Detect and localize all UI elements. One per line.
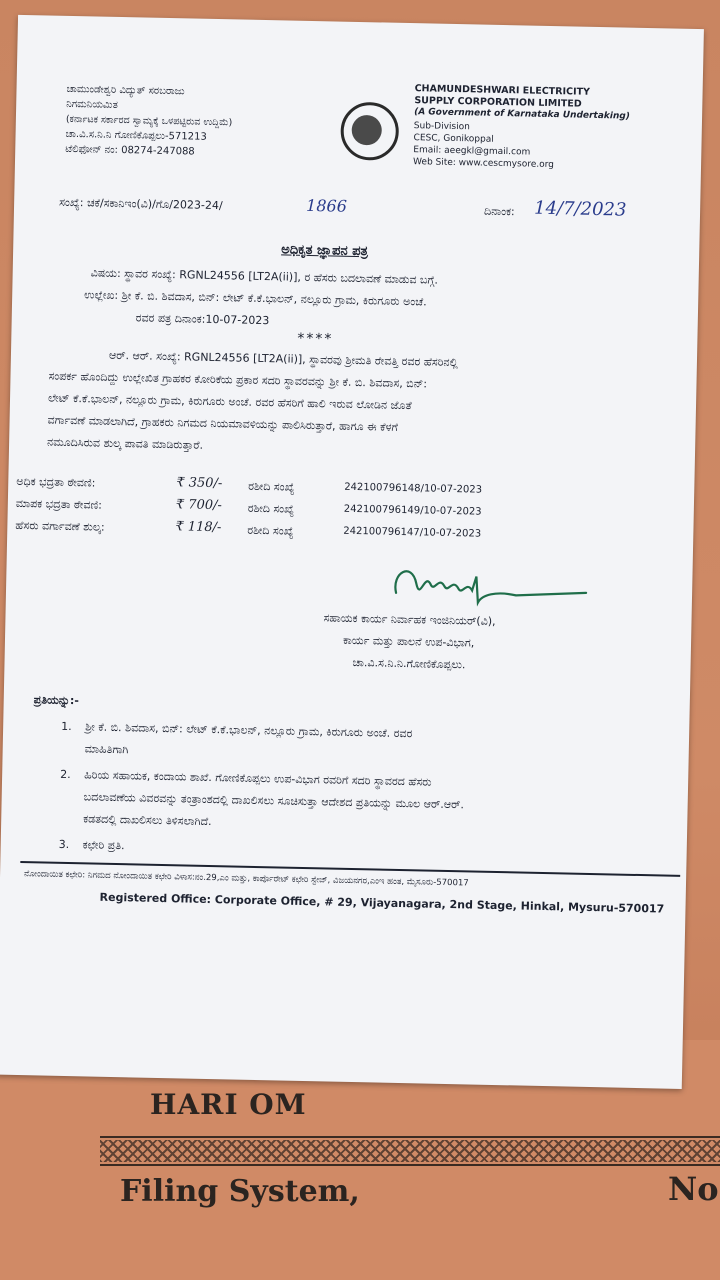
header-en-line: CHAMUNDESHWARI ELECTRICITY: [414, 83, 591, 98]
section-separator: ****: [297, 330, 334, 348]
cesc-logo: [340, 102, 399, 161]
receipt-number: 242100796149/10-07-2023: [343, 503, 482, 518]
copy-line: ಮಾಹಿತಿಗಾಗಿ: [84, 742, 129, 757]
header-kn-line: ನಿಗಮನಿಯಮಿತ: [66, 98, 118, 111]
copy-number: 1.: [61, 719, 72, 734]
copy-line: ಬದಲಾವಣೆಯ ವಿವರವನ್ನು ತಂತ್ರಾಂಶದಲ್ಲಿ ದಾಖಲಿಸಲು ಸೂಚಿಸುತ್ತಾ ಆದೇಶದ ಪ್ರತಿಯನ್ನು ಮೂಲ ಆರ್.ಆರ್.: [83, 790, 465, 812]
body-line: ನಮೂದಿಸಿರುವ ಶುಲ್ಕ ಪಾವತಿ ಮಾಡಿರುತ್ತಾರೆ.: [46, 435, 204, 452]
header-kn-line: (ಕರ್ನಾಟಕ ಸರ್ಕಾರದ ಸ್ವಾಮ್ಯಕ್ಕೆ ಒಳಪಟ್ಟಿರುವ ಉದ್ದಿಮೆ): [65, 113, 233, 129]
reference-number-handwritten: 1866: [305, 195, 348, 216]
body-line: ಆರ್. ಆರ್. ಸಂಖ್ಯೆ: RGNL24556 [LT2A(ii)], ಸ್ಥಾವರವು ಶ್ರೀಮತಿ ರೇವತ್ತಿ ರವರ ಹೆಸರಿನಲ್ಲಿ: [108, 348, 459, 370]
body-line: ವರ್ಗಾವಣೆ ಮಾಡಲಾಗಿದೆ, ಗ್ರಾಹಕರು ನಿಗಮದ ನಿಯಮಾವಳಿಯನ್ನು ಪಾಲಿಸಿರುತ್ತಾರೆ, ಹಾಗೂ ಈ ಕೆಳಗೆ: [47, 413, 399, 434]
header-kn-line: ಟೆಲಿಫೋನ್ ನಂ: 08274-247088: [65, 143, 195, 158]
date-handwritten: 14/7/2023: [533, 197, 627, 221]
date-label: ದಿನಾಂಕ:: [483, 204, 515, 219]
signature: [386, 553, 597, 617]
signatory-designation: ಸಹಾಯಕ ಕಾರ್ಯ ನಿರ್ವಾಹಕ ಇಂಜಿನಿಯರ್(ವಿ),: [323, 611, 496, 628]
body-line: ಸಂಪರ್ಕ ಹೊಂದಿದ್ದು ಉಲ್ಲೇಖಿತ ಗ್ರಾಹಕರ ಕೋರಿಕೆಯ ಪ್ರಕಾರ ಸದರಿ ಸ್ಥಾವರವನ್ನು ಶ್ರೀ ಕೆ. ಬಿ. ಶಿವದಾಸ, ಬಿನ್:: [48, 369, 428, 391]
body-line: ಲೇಟ್ ಕೆ.ಕೆ.ಭಾಲನ್, ನಲ್ಲೂರು ಗ್ರಾಮ, ಕಿರುಗೂರು ಅಂಚೆ. ರವರ ಹೆಸರಿಗೆ ಹಾಲಿ ಇರುವ ಲೋಡಿನ ಜೊತೆ: [47, 391, 412, 413]
subject-line: ವಿಷಯ: ಸ್ಥಾವರ ಸಂಖ್ಯೆ: RGNL24556 [LT2A(ii)], ರ ಹೆಸರು ಬದಲಾವಣೆ ಮಾಡುವ ಬಗ್ಗೆ.: [90, 266, 439, 287]
receipt-number: 242100796147/10-07-2023: [343, 525, 482, 540]
folder-number-label: No: [668, 1170, 719, 1208]
folder-subtitle: Filing System,: [120, 1174, 360, 1209]
fee-label: ಅಧಿಕ ಭದ್ರತಾ ಠೇವಣಿ:: [16, 474, 96, 490]
copy-number: 2.: [60, 767, 71, 782]
header-en-line: Sub-Division: [413, 121, 470, 133]
footer-kn-address: ನೋಂದಾಯಿತ ಕಛೇರಿ: ನಿಗಮದ ನೋಂದಾಯಿತ ಕಛೇರಿ ವಿಳಾಸ:ನಂ.29,ಎಂ ಮತ್ತು, ಕಾರ್ಪೊರೇಟ್ ಕಛೇರಿ ಸ್ಟೇಜ್, ವಿಜಯನಗರ,ಎಂಇ ಹಂತ, ಮೈಸೂರು-570017: [23, 869, 469, 889]
header-en-line: (A Government of Karnataka Undertaking): [414, 107, 630, 122]
copy-line: ಶ್ರೀ ಕೆ. ಬಿ. ಶಿವದಾಸ, ಬಿನ್: ಲೇಟ್ ಕೆ.ಕೆ.ಭಾಲನ್, ನಲ್ಲೂರು ಗ್ರಾಮ, ಕಿರುಗೂರು ಅಂಚೆ. ರವರ: [85, 720, 413, 741]
header-kn-line: ಚಾ.ವಿ.ಸ.ನಿ.ನಿ ಗೋಣಿಕೊಪ್ಪಲು-571213: [65, 128, 207, 143]
folder-title: HARI OM: [150, 1088, 307, 1121]
fee-amount: ₹ 118/-: [175, 519, 222, 536]
header-kn-line: ಚಾಮುಂಡೇಶ್ವರಿ ವಿದ್ಯುತ್ ಸರಬರಾಜು: [66, 83, 185, 98]
folder-divider: [100, 1164, 720, 1166]
fee-amount: ₹ 350/-: [176, 475, 223, 492]
copy-line: ಹಿರಿಯ ಸಹಾಯಕ, ಕಂದಾಯ ಶಾಖೆ. ಗೋಣಿಕೊಪ್ಪಲು ಉಪ-ವಿಭಾಗ ರವರಿಗೆ ಸದರಿ ಸ್ಥಾವರದ ಹೆಸರು: [84, 768, 432, 789]
signatory-location: ಚಾ.ವಿ.ಸ.ನಿ.ನಿ.ಗೋಣಿಕೊಪ್ಪಲು.: [352, 655, 466, 672]
fee-label: ಮಾಪಕ ಭದ್ರತಾ ಠೇವಣಿ:: [15, 496, 103, 512]
receipt-label: ರಶೀದಿ ಸಂಖ್ಯೆ: [248, 479, 295, 494]
copy-line: ಕಛೇರಿ ಪ್ರತಿ.: [82, 838, 125, 853]
receipt-number: 242100796148/10-07-2023: [344, 481, 483, 496]
memo-title: ಅಧಿಕೃತ ಜ್ಞಾಪನ ಪತ್ರ: [281, 242, 369, 260]
reference-date-line: ರವರ ಪತ್ರ ದಿನಾಂಕ:10-07-2023: [135, 311, 270, 328]
fee-label: ಹೆಸರು ವರ್ಗಾವಣೆ ಶುಲ್ಕ:: [15, 518, 105, 534]
copy-number: 3.: [58, 837, 70, 852]
letter-page: [0, 15, 704, 1089]
reference-line: ಉಲ್ಲೇಖ: ಶ್ರೀ ಕೆ. ಬಿ. ಶಿವದಾಸ, ಬಿನ್: ಲೇಟ್ ಕೆ.ಕೆ.ಭಾಲನ್, ನಲ್ಲೂರು ಗ್ರಾಮ, ಕಿರುಗೂರು ಅಂಚೆ.: [84, 288, 427, 309]
footer-en-address: Registered Office: Corporate Office, # 29, Vijayanagara, 2nd Stage, Hinkal, Mysuru-570017: [99, 890, 665, 916]
fee-amount: ₹ 700/-: [175, 497, 222, 514]
signatory-office: ಕಾರ್ಯ ಮತ್ತು ಪಾಲನೆ ಉಪ-ವಿಭಾಗ,: [342, 633, 475, 650]
folder-divider: [100, 1136, 720, 1138]
receipt-label: ರಶೀದಿ ಸಂಖ್ಯೆ: [247, 523, 294, 538]
header-en-line: CESC, Gonikoppal: [413, 133, 494, 145]
reference-number-label: ಸಂಖ್ಯೆ: ಚಕೆ/ಸಕಾನಿಇಂ(ವಿ)/ಗೊ/2023-24/: [59, 195, 223, 213]
receipt-label: ರಶೀದಿ ಸಂಖ್ಯೆ: [247, 501, 295, 516]
folder-pattern: [100, 1140, 720, 1162]
copy-line: ಕಡತದಲ್ಲಿ ದಾಖಲಿಸಲು ತಿಳಿಸಲಾಗಿದೆ.: [83, 812, 212, 829]
header-en-line: Web Site: www.cescmysore.org: [412, 157, 555, 171]
header-en-line: Email: aeegkl@gmail.com: [413, 145, 531, 158]
copies-heading: ಪ್ರತಿಯನ್ನು:-: [33, 693, 80, 708]
header-en-line: SUPPLY CORPORATION LIMITED: [414, 95, 582, 110]
